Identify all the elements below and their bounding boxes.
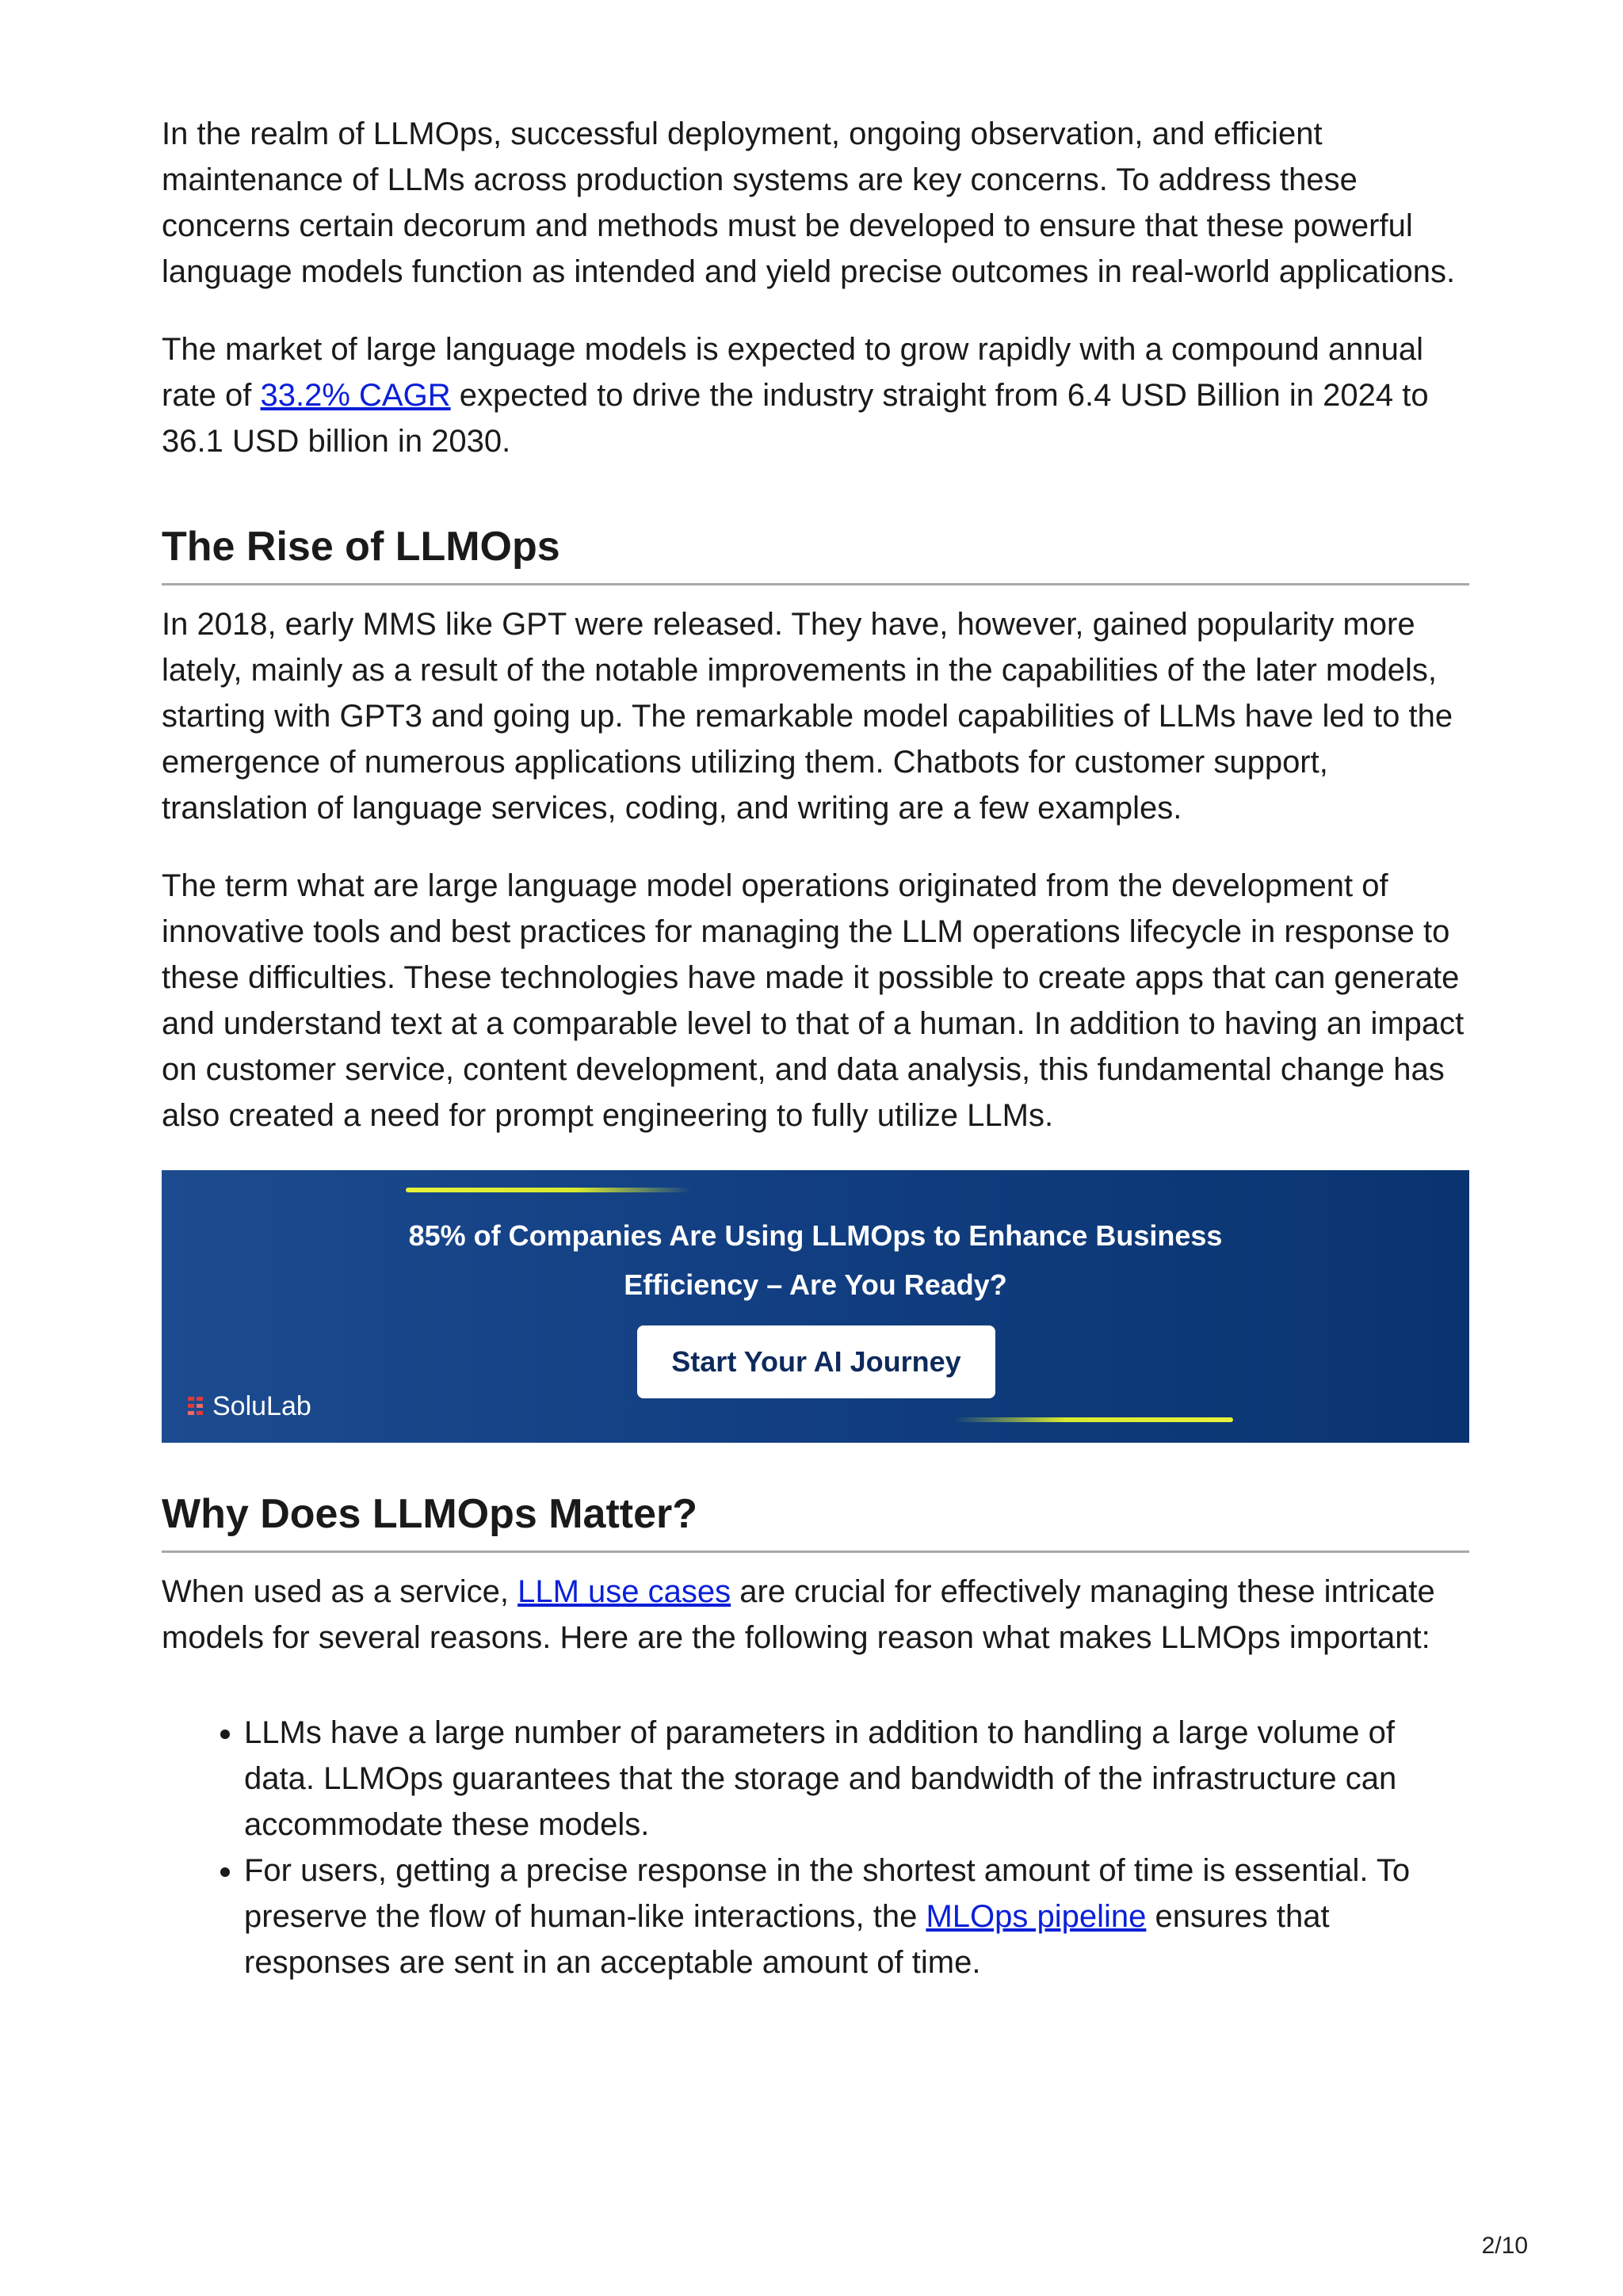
article-body [162,111,1469,1985]
cagr-link[interactable]: 33.2% CAGR [260,378,451,413]
market-paragraph [162,326,1469,464]
banner-accent-line-bottom [954,1417,1233,1422]
banner-title-line-1: 85% of Companies Are Using LLMOps to Enhance Business [408,1219,1223,1252]
page-number: 2/10 [1481,2233,1528,2259]
banner-accent-line-top [406,1188,691,1192]
why-text-after: are crucial for effectively managing these intricate models for several reasons. Here are the following reason what makes LLMOps important: [162,1574,1435,1655]
banner-title [162,1211,1469,1310]
why-paragraph [162,1569,1469,1661]
llm-use-cases-link[interactable]: LLM use cases [517,1574,731,1609]
market-text-before: The market of large language models is expected to grow rapidly with a compound annual rate of [162,332,1424,413]
bullet-2-text-after: ensures that responses are sent in an acceptable amount of time. [244,1899,1330,1980]
rise-paragraph-1: In 2018, early MMS like GPT were released. They have, however, gained popularity more lately, mainly as a result of the notable improvements in the capabilities of the later models, starting with GPT3 and going up. The remarkable model capabilities of LLMs have led to the emergence of numerous applications utilizing them. Chatbots for customer support, translation of language services, coding, and writing are a few examples. [162,607,1453,826]
heading-rise-of-llmops: The Rise of LLMOps [162,521,1469,585]
start-ai-journey-button[interactable]: Start Your AI Journey [637,1325,995,1398]
rise-paragraph-2: The term what are large language model operations originated from the development of innovative tools and best practices for managing the LLM operations lifecycle in response to these difficulties. These technologies have made it possible to create apps that can generate and understand text at a comparable level to that of a human. In addition to having an impact on customer service, content development, and data analysis, this fundamental change has also created a need for prompt engineering to fully utilize LLMs. [162,868,1465,1133]
bullet-2-text-before: For users, getting a precise response in the shortest amount of time is essential. To preserve the flow of human-like interactions, the [244,1853,1411,1934]
banner-title-line-2: Efficiency – Are You Ready? [624,1268,1007,1301]
market-text-after: expected to drive the industry straight from 6.4 USD Billion in 2024 to 36.1 USD billion in 2030. [162,378,1429,459]
mlops-pipeline-link[interactable]: MLOps pipeline [926,1899,1147,1934]
solulab-logo [187,1389,311,1424]
why-text-before: When used as a service, [162,1574,518,1609]
solulab-logo-text: SoluLab [212,1390,311,1421]
solulab-logo-icon [187,1396,204,1417]
reasons-list [162,1710,1469,1985]
list-item: • LLMs have a large number of parameters in addition to handling a large volume of data. LLMOps guarantees that the storage and bandwidth of the infrastructure can accommodate these models. [244,1710,1469,1848]
intro-paragraph: In the realm of LLMOps, successful deployment, ongoing observation, and efficient maintenance of LLMs across production systems are key concerns. To address these concerns certain decorum and methods must be developed to ensure that these powerful language models function as intended and yield precise outcomes in real-world applications. [162,116,1456,289]
heading-why-llmops-matter: Why Does LLMOps Matter? [162,1489,1469,1553]
list-item [244,1848,1469,1985]
cta-banner[interactable] [162,1170,1469,1443]
